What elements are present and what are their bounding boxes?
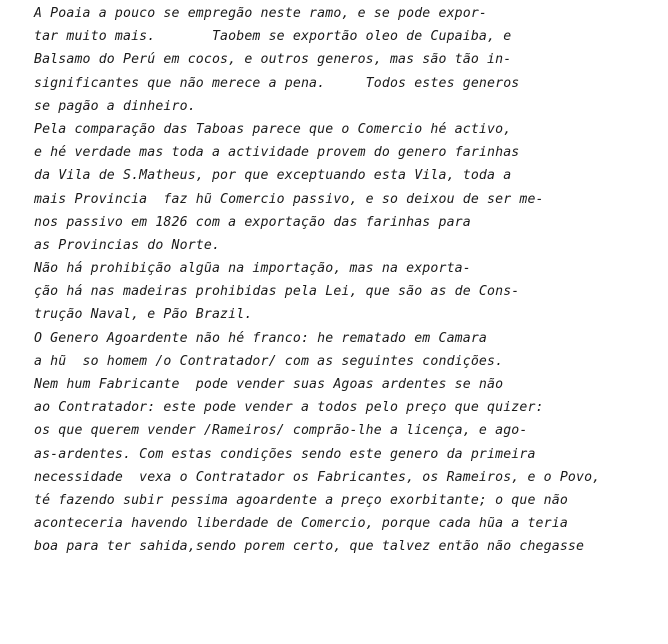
text-line: se pagão a dinheiro.: [34, 98, 196, 114]
text-line: os que querem vender /Rameiros/ comprão-lhe a licença, e ago-: [34, 423, 528, 439]
text-line: nos passivo em 1826 com a exportação das farinhas para: [34, 214, 471, 230]
document-text: [34, 2, 668, 559]
text-line: mais Provincia faz hũ Comercio passivo, e so deixou de ser me-: [34, 191, 544, 207]
text-line: boa para ter sahida,sendo porem certo, que talvez então não chegasse: [34, 539, 585, 555]
text-line: significantes que não merece a pena. Todos estes generos: [34, 75, 520, 91]
text-line: e hé verdade mas toda a actividade provem do genero farinhas: [34, 145, 520, 161]
text-line: Balsamo do Perú em cocos, e outros generos, mas são tão in-: [34, 52, 512, 68]
text-line: ção há nas madeiras prohibidas pela Lei, que são as de Cons-: [34, 284, 520, 300]
text-line: té fazendo subir pessima agoardente a preço exorbitante; o que não: [34, 492, 568, 508]
text-line: aconteceria havendo liberdade de Comercio, porque cada hũa a teria: [34, 516, 568, 532]
text-line: A Poaia a pouco se empregão neste ramo, e se pode expor-: [34, 6, 488, 21]
text-line: ao Contratador: este pode vender a todos pelo preço que quizer:: [34, 400, 544, 416]
text-line: Não há prohibição algũa na importação, mas na exporta-: [34, 261, 471, 277]
text-line: as-ardentes. Com estas condições sendo este genero da primeira: [34, 446, 536, 462]
text-line: a hũ so homem /o Contratador/ com as seguintes condições.: [34, 353, 504, 369]
text-line: Pela comparação das Taboas parece que o Comercio hé activo,: [34, 121, 512, 137]
text-line: necessidade vexa o Contratador os Fabricantes, os Rameiros, e o Povo,: [34, 469, 601, 485]
text-line: trução Naval, e Pão Brazil.: [34, 307, 253, 323]
text-line: O Genero Agoardente não hé franco: he rematado em Camara: [34, 330, 488, 346]
text-line: Nem hum Fabricante pode vender suas Agoas ardentes se não: [34, 377, 504, 392]
text-line: as Provincias do Norte.: [34, 237, 221, 253]
text-line: da Vila de S.Matheus, por que exceptuando esta Vila, toda a: [34, 168, 512, 184]
text-line: tar muito mais. Taobem se exportão oleo de Cupaiba, e: [34, 29, 512, 45]
